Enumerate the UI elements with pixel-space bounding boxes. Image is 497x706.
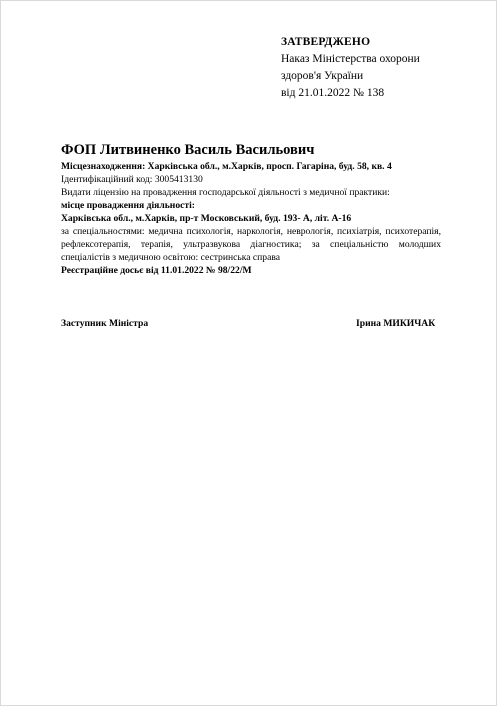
approval-date-line: від 21.01.2022 № 138 (281, 87, 385, 99)
registration-dossier: Реєстраційне досьє від 11.01.2022 № 98/22/М (61, 265, 252, 276)
approval-block (281, 34, 420, 102)
signatory-position: Заступник Міністра (61, 318, 149, 329)
signatory-name: Ірина МИКИЧАК (356, 318, 436, 329)
licensee-id-code: Ідентифікаційний код: 3005413130 (61, 174, 203, 185)
activity-place-label: місце провадження діяльності: (61, 200, 195, 211)
approval-ministry-line: здоров'я України (281, 70, 364, 82)
approval-heading: ЗАТВЕРДЖЕНО (281, 36, 371, 48)
licensee-name: ФОП Литвиненко Василь Васильович (61, 142, 315, 158)
activity-address: Харківська обл., м.Харків, пр-т Московський, буд. 193- А, літ. А-16 (61, 213, 352, 224)
specialties-text: за спеціальностями: медична психологія, наркологія, неврологія, психіатрія, психотерапія, рефлексотерапія, терапія, ультразвукова діагностика; за спеціальністю молодших спеціалістів з медичною освітою: сестринська справа (61, 226, 441, 263)
licensee-block (61, 141, 441, 277)
license-note: Видати ліцензію на провадження господарської діяльності з медичної практики: (61, 187, 390, 198)
licensee-location: Місцезнаходження: Харківська обл., м.Харків, просп. Гагаріна, буд. 58, кв. 4 (61, 161, 392, 172)
approval-order-line: Наказ Міністерства охорони (281, 53, 420, 65)
